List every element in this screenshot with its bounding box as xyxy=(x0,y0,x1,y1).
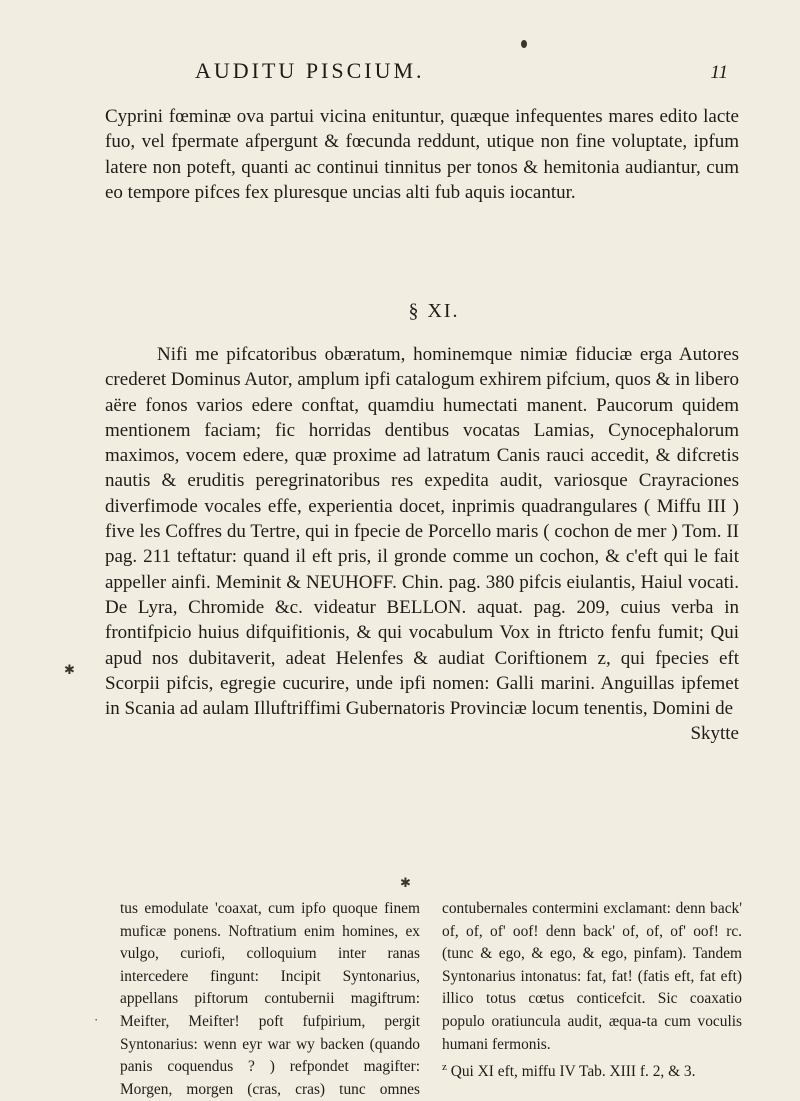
running-head-title: AUDITU PISCIUM. xyxy=(195,58,425,83)
section-heading xyxy=(0,300,800,323)
footnotes xyxy=(120,898,742,1101)
margin-star-icon: ✱ xyxy=(64,662,75,677)
margin-dot-icon: · xyxy=(94,1012,99,1027)
catchword: Skytte xyxy=(690,723,739,745)
section-heading-label: § XI. xyxy=(408,300,460,322)
footnote-body: tus emodulate 'coaxat, cum ipfo quoque finem muficæ ponens. Noftratium enim homines, ex vulgo, curiofi, colloquium inter ranas intercedere fingunt: Incipit Syntonarius, appellans piftorum contubernii magiftrum: Meifter, Meifter! poft fufpirium, pergit Syntonarius: wenn eyr war wy backen (quando panis coquendus ? ) refpondet magifter: Morgen, morgen (cras, cras) tunc omnes contubernales contermini exclamant: denn back' of, of, of' oof! denn back' of, of, of' oof! rc. (tunc & ego, & ego, & ego, pinfam). Tandem Syntonarius intonatus: fat, fat! (fatis eft, fat eft) illico totus cœtus conticefcit. Sic coaxatio populo oratiuncula audit, æqua-ta cum voculis humani fermonis. xyxy=(120,900,742,1098)
page-number: 11 xyxy=(710,62,728,83)
footnote-marker: z xyxy=(442,1061,447,1074)
margin-star-icon: ✱ xyxy=(400,875,411,890)
paragraph-two xyxy=(105,342,739,747)
ink-dot-mark xyxy=(521,40,527,48)
footnote-z: Qui XI eft, miffu IV Tab. XIII f. 2, & 3. xyxy=(450,1063,696,1081)
paragraph-two-body: Nifi me pifcatoribus obæratum, hominemque nimiæ fiduciæ erga Autores crederet Dominus Autor, amplum ipfi catalogum exhirem pifcium, quos & in libero aëre fonos varios edere conftat, quamdiu humectati manent. Paucorum quidem mentionem faciam; fic horridas dentibus vocatas Lamias, Cynocephalorum maximos, vocem edere, quæ proxime ad latratum Canis rauci accedit, & difcretis nautis & eruditis peregrinatoribus res expedita audit, variosque Crayraciones diverfimode vocales effe, experientia docet, inprimis quadrangulares ( Miffu III ) five les Coffres du Tertre, qui in fpecie de Porcello maris ( cochon de mer ) Tom. II pag. 211 teftatur: quand il eft pris, il gronde comme un cochon, & c'eft qui le fait appeller ainfi. Meminit & NEUHOFF. Chin. pag. 380 pifcis eiulantis, Haiul vocati. De Lyra, Chromide &c. videatur BELLON. aquat. pag. 209, cuius verba in frontifpicio huius difquifitionis, & qui vocabulum Vox in ftricto fenfu fumit; Qui apud nos dubitaverit, adeat Helenfes & audiat Coriftionem z, qui fpecies eft Scorpii pifcis, egregie cucurire, unde ipfi nomen: Galli marini. Anguillas ipfemet in Scania ad aulam Illuftriffimi Gubernatoris Provinciæ locum tenentis, Domini de xyxy=(105,344,740,720)
paragraph-one: Cyprini fœminæ ova partui vicina enituntur, quæque infequentes mares edito lacte fuo, vel fpermate afpergunt & fœcunda reddunt, utique non fine voluptate, ipfum latere non poteft, quanti ac continui tinnitus per tonos & hemitonia audiantur, cum eo tempore pifces fex pluresque uncias alti fub aquis iocantur. xyxy=(105,106,739,203)
